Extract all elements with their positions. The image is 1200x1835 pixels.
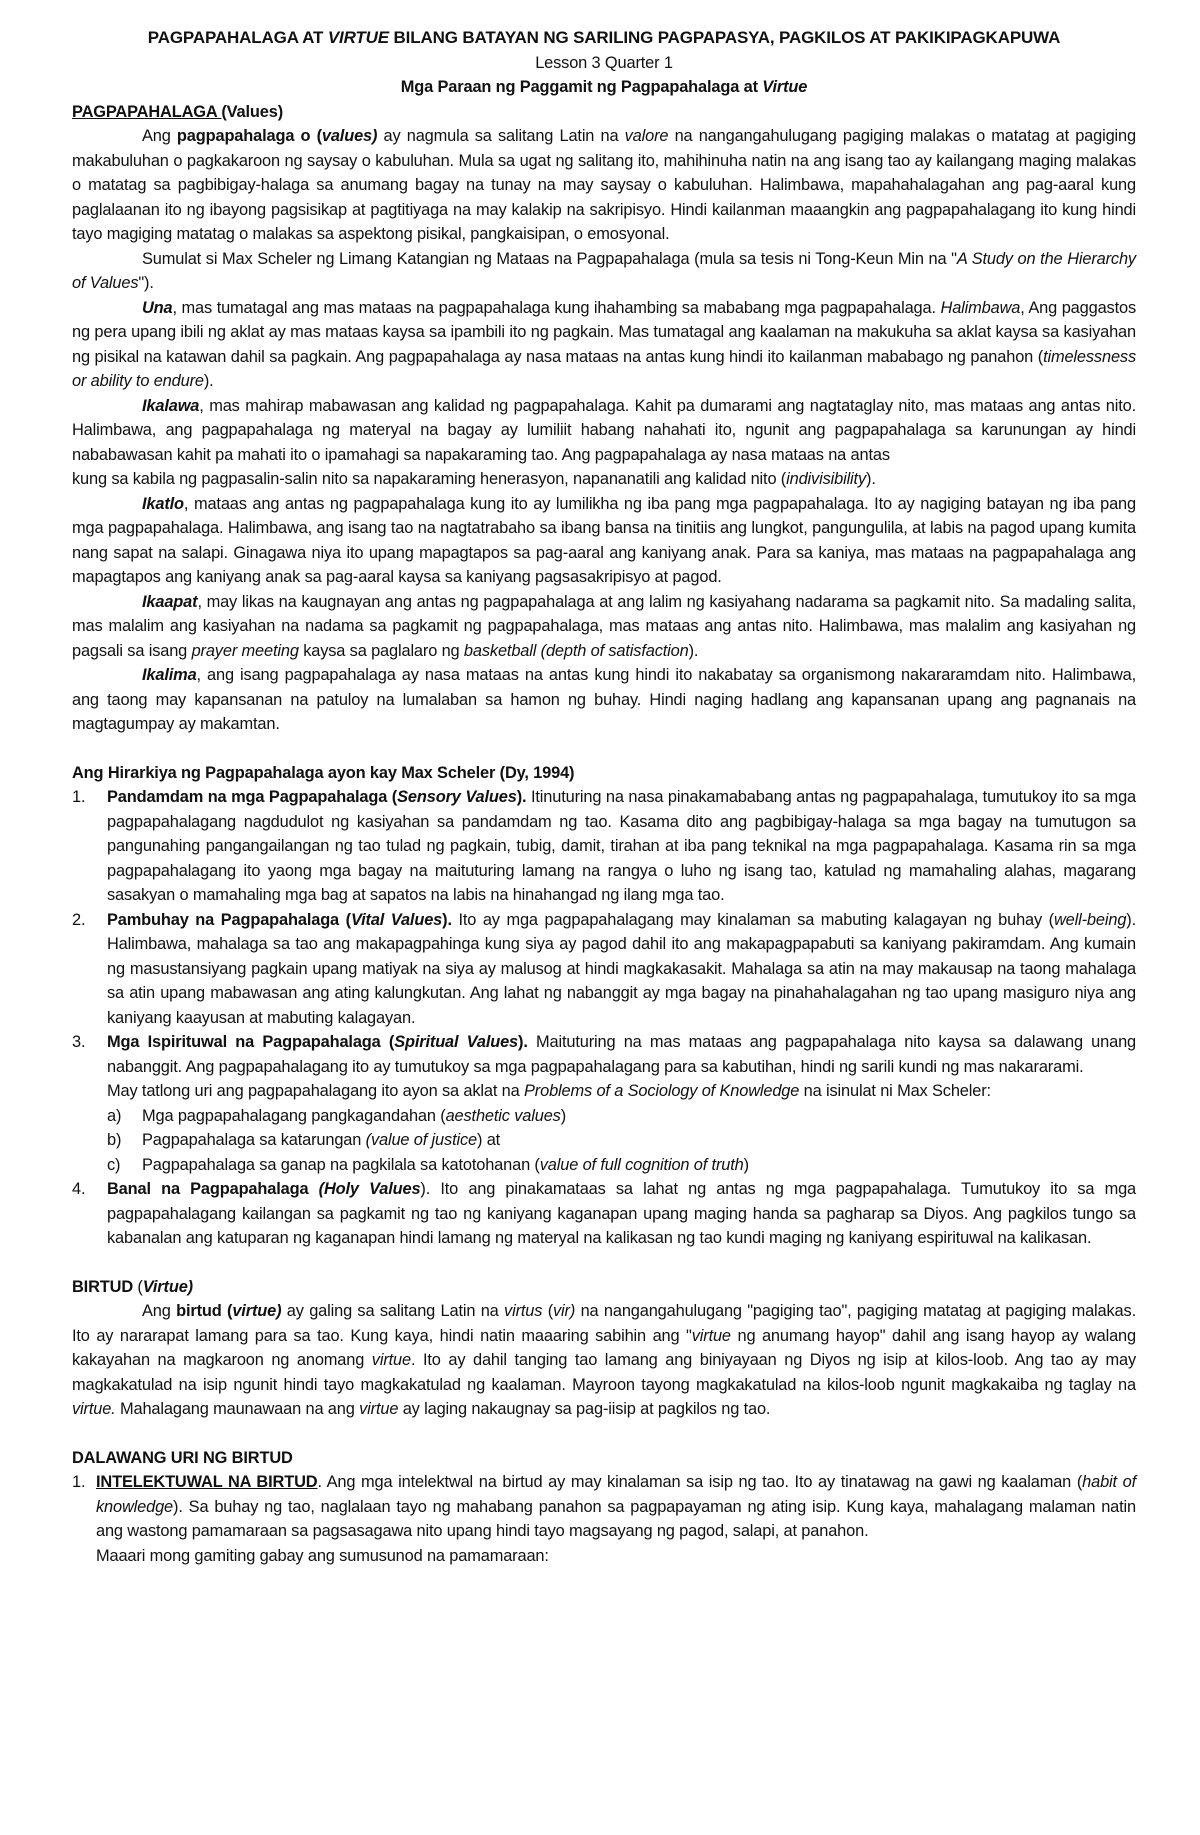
paragraph-ikatlo: Ikatlo, mataas ang antas ng pagpapahalaga kung ito ay lumilikha ng iba pang mga pagpapahalaga. Ito ay nagiging batayan ng iba pang mga pagpapahalaga. Halimbawa, ang isang tao na nagtatrabaho sa ibang bansa na tinitiis ang lungkot, pangungulila, at labis na pagod upang kumita nang sapat na salapi. Ginagawa niya ito upang mapagtapos sa pag-aaral ang kaniyang anak. Para sa kaniya, mas mataas na pagpapahalaga ang mapagtapos ang kaniyang anak sa pag-aaral kaysa sa kaniyang pagsasakripisyo at pagod.: [72, 494, 1136, 586]
list-number: 1.: [72, 1473, 86, 1491]
paragraph-ikalawa: Ikalawa, mas mahirap mabawasan ang kalidad ng pagpapahalaga. Kahit pa dumarami ang nagtataglay nito, mas mataas ang antas nito. Halimbawa, ang pagpapahalaga ng materyal na bagay ay lumiliit habang nahahati ito, ngunit ang pagpapahalaga sa karunungan ay hindi nababawasan kahit pa mahati ito o ipamahagi sa napakaraming tao. Ang pagpapahalaga ay nasa mataas na antas: [72, 396, 1136, 464]
paragraph-ikaapat: Ikaapat, may likas na kaugnayan ang antas ng pagpapahalaga at ang lalim ng kasiyahang nadarama sa pagkamit nito. Sa madaling salita, mas malalim ang kasiyahan na nadama sa pagkamit ng pagpapahalaga, mas mataas ang antas nito. Halimbawa, mas malalim ang kasiyahan ng pagsali sa isang prayer meeting kaysa sa paglalaro ng basketball (depth of satisfaction).: [72, 592, 1136, 660]
section-heading-hirarkiya: Ang Hirarkiya ng Pagpapahalaga ayon kay Max Scheler (Dy, 1994): [72, 763, 575, 782]
section-heading-pagpapahalaga: PAGPAPAHALAGA (Values): [72, 102, 284, 121]
list-item-intelektuwal: 1. INTELEKTUWAL NA BIRTUD. Ang mga intelektwal na birtud ay may kinalaman sa isip ng tao. Ito ay tinatawag na gawi ng kaalaman (habit of knowledge). Sa buhay ng tao, naglalaan tayo ng mahabang panahon sa pagpapayaman ng ating isip. Kung kaya, mahalagang malaman natin ang wastong pamamaraan sa pagsasagawa nito upang hindi tayo magsayang ng pagod, salapi, at panahon.: [72, 1470, 1136, 1544]
list-number: 3.: [72, 1033, 86, 1051]
list-item-sensory-values: 1. Pandamdam na mga Pagpapahalaga (Sensory Values). Itinuturing na nasa pinakamababang antas ng pagpapahalaga, tumutukoy ito sa mga pagpapahalagang nagdudulot ng kasiyahan sa pandamdam ng tao. Kasama dito ang pagbibigay-halaga sa mga bagay na tumutugon sa pangunahing pangangailangan ng tao tulad ng pagkain, tubig, damit, tirahan at iba pang teknikal na mga pagpapahalaga. Kasama rin sa mga pagpapahalagang ito yaong mga bagay na maituturing lamang na rangya o luho ng isang tao, katulad ng mamahaling alahas, magarang sasakyan o mamahaling mga bag at sapatos na labis na hinahangad ng ilang mga tao.: [72, 785, 1136, 908]
document-title: PAGPAPAHALAGA AT VIRTUE BILANG BATAYAN NG SARILING PAGPAPASYA, PAGKILOS AT PAKIKIPAGKAPUWA: [147, 28, 1061, 47]
list-number: 2.: [72, 910, 86, 929]
list-item-spiritual-values: 3. Mga Ispirituwal na Pagpapahalaga (Spiritual Values). Maituturing na mas mataas ang pagpapahalaga nito kaysa sa dalawang unang nabanggit. Ang pagpapahalagang ito ay tumutukoy sa mga pagpapahalagang para sa kabutihan, hindi ng sarili kundi ng mas nakararami.: [72, 1030, 1136, 1079]
paragraph-scheler-intro: Sumulat si Max Scheler ng Limang Katangian ng Mataas na Pagpapahalaga (mula sa tesis ni Tong-Keun Min na "A Study on the Hierarchy of Values").: [72, 249, 1136, 292]
sublist-item-justice: b) Pagpapahalaga sa katarungan (value of justice) at: [107, 1131, 501, 1149]
spacer: [72, 737, 1136, 761]
lesson-label: Lesson 3 Quarter 1: [535, 53, 673, 72]
list-item-holy-values: 4. Banal na Pagpapahalaga (Holy Values). Ito ang pinakamataas sa lahat ng antas ng mga pagpapahalaga. Tumutukoy ito sa mga pagpapahalagang kailangan sa pagkamit ng tao ng kaniyang kaganapan upang maging handa sa pagharap sa Diyos. Ang pagkilos tungo sa kabanalan ang katuparan ng kaganapan hindi lamang ng materyal na kalikasan ng tao kundi maging ng kaniyang espirituwal na kalikasan.: [72, 1177, 1136, 1251]
paragraph-ikalawa-continued: kung sa kabila ng pagpasalin-salin nito sa napakaraming henerasyon, napananatili ang kalidad nito (indivisibility).: [72, 470, 876, 488]
list-item-intelektuwal-continued: Maaari mong gamiting gabay ang sumusunod na pamamaraan:: [96, 1546, 549, 1565]
sublist-item-aesthetic: a) Mga pagpapahalagang pangkagandahan (aesthetic values): [107, 1106, 567, 1125]
list-item-spiritual-continued: May tatlong uri ang pagpapahalagang ito ayon sa aklat na Problems of a Sociology of Knowledge na isinulat ni Max Scheler:: [107, 1082, 991, 1100]
section-heading-birtud: BIRTUD (Virtue): [72, 1277, 193, 1296]
document-subtitle: Mga Paraan ng Paggamit ng Pagpapahalaga at Virtue: [400, 78, 808, 96]
list-item-vital-values: 2. Pambuhay na Pagpapahalaga (Vital Values). Ito ay mga pagpapahalagang may kinalaman sa mabuting kalagayan ng buhay (well-being). Halimbawa, mahalaga sa tao ang makapagpahinga kung siya ay pagod dahil ito ang makapagpapabuti sa kaniyang pakiramdam. Ang kumain ng masustansiyang pagkain upang matiyak na siya ay malusog at hindi magkakasakit. Mahalaga sa atin na may makausap na taong mahalaga sa atin upang mabawasan ang ating kalungkutan. Ang lahat ng nabanggit ay mga bagay na pinahahalagahan ng tao upang masiguro niya ang kaniyang kaayusan at mabuting kalagayan.: [72, 908, 1136, 1031]
spacer: [72, 1251, 1136, 1275]
paragraph-ikalima: Ikalima, ang isang pagpapahalaga ay nasa mataas na antas kung hindi ito nakabatay sa organismong nakararamdam nito. Halimbawa, ang taong may kapansanan na patuloy na lumalaban sa hamon ng buhay. Hindi naging hadlang ang kapansanan upang ang pagnanais na magtagumpay ay makamtan.: [72, 666, 1136, 733]
paragraph-una: Una, mas tumatagal ang mas mataas na pagpapahalaga kung ihahambing sa mababang mga pagpapahalaga. Halimbawa, Ang paggastos ng pera upang ibili ng aklat ay mas mataas kaysa sa ipambili ito ng pagkain. Mas tumatagal ang kaalaman na makukuha sa aklat kaysa sa kasiyahan ng pisikal na katawan dahil sa pagkain. Ang pagpapahalaga ay nasa mataas na antas kung hindi ito kailanman mababago ng panahon (timelessness or ability to endure).: [72, 298, 1137, 390]
spacer: [72, 1422, 1136, 1446]
sublist-item-truth: c) Pagpapahalaga sa ganap na pagkilala sa katotohanan (value of full cognition of truth): [107, 1155, 749, 1174]
list-number: 4.: [72, 1180, 86, 1198]
section-heading-dalawang-uri: DALAWANG URI NG BIRTUD: [72, 1448, 293, 1467]
paragraph-definition: Ang pagpapahalaga o (values) ay nagmula sa salitang Latin na valore na nangangahulugang pagiging malakas o matatag at pagiging makabuluhan o pagkakaroon ng saysay o kabuluhan. Mula sa ugat ng salitang ito, mahihinuha natin na ang isang tao ay kailangang maging malakas o matatag sa pagbibigay-halaga sa anumang bagay na tunay na may saysay o kabuluhan. Halimbawa, mapahahalagahan ang pag-aaral kung paglalaanan ito ng ibayong pagsisikap at pagtitiyaga na may kalakip na sakripisyo. Hindi kailanman maaangkin ang pagpapahalagang ito kung hindi tayo magiging matatag o malakas sa aspektong pisikal, pangkaisipan, o emosyonal.: [72, 127, 1136, 243]
paragraph-birtud-definition: Ang birtud (virtue) ay galing sa salitang Latin na virtus (vir) na nangangahulugang "pagiging tao", pagiging matatag at pagiging malakas. Ito ay nararapat lamang para sa tao. Kung kaya, hindi natin maaaring sabihin ang "virtue ng anumang hayop" dahil ang isang hayop ay walang kakayahan na magkaroon ng anomang virtue. Ito ay dahil tanging tao lamang ang biniyayaan ng Diyos ng isip at kilos-loob. Ang tao ay may magkakatulad na isip ngunit hindi tayo magkakatulad ng kaalaman. Mayroon tayong magkakatulad na kilos-loob ngunit magkakaiba ng taglay na virtue. Mahalagang maunawaan na ang virtue ay laging nakaugnay sa pag-iisip at pagkilos ng tao.: [72, 1302, 1136, 1418]
list-number: 1.: [72, 788, 86, 806]
